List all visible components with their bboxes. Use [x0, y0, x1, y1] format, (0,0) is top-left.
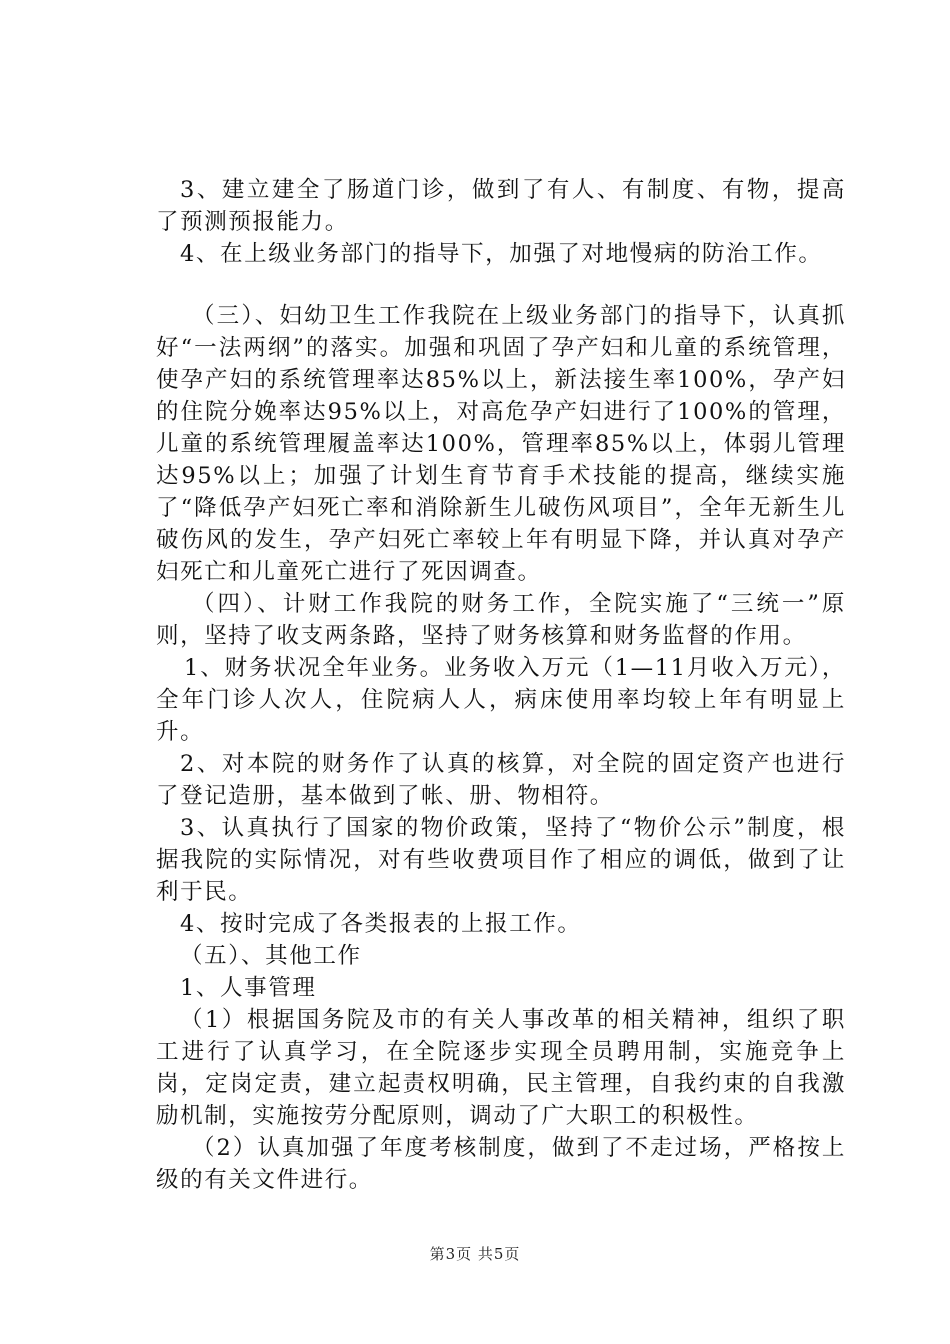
page-footer: 第3页 共5页: [429, 1245, 521, 1263]
paragraph-intestinal-clinic: 3、建立建全了肠道门诊，做到了有人、有制度、有物，提高了预测预报能力。: [156, 177, 846, 235]
heading-other-work: （五）、其他工作: [180, 943, 362, 969]
paragraph-chronic-disease: 4、在上级业务部门的指导下，加强了对地慢病的防治工作。: [180, 241, 823, 267]
document-body: [156, 174, 846, 1196]
paragraph-reports: 4、按时完成了各类报表的上报工作。: [180, 911, 582, 937]
paragraph-accounting: 2、对本院的财务作了认真的核算，对全院的固定资产也进行了登记造册，基本做到了帐、册、物相符。: [156, 751, 846, 809]
paragraph-personnel-reform: （1）根据国务院及市的有关人事改革的相关精神，组织了职工进行了认真学习，在全院逐步实现全员聘用制，实施竞争上岗，定岗定责，建立起责权明确，民主管理，自我约束的自我激励机制，实施按劳分配原则，调动了广大职工的积极性。: [156, 1007, 846, 1129]
paragraph-price-policy: 3、认真执行了国家的物价政策，坚持了“物价公示”制度，根据我院的实际情况，对有些收费项目作了相应的调低，做到了让利于民。: [156, 815, 846, 905]
paragraph-maternal-child-health: （三）、妇幼卫生工作我院在上级业务部门的指导下，认真抓好“一法两纲”的落实。加强和巩固了孕产妇和儿童的系统管理，使孕产妇的系统管理率达85%以上，新法接生率100%，孕产妇的住院分娩率达95%以上，对高危孕产妇进行了100%的管理，儿童的系统管理履盖率达100%，管理率85%以上，体弱儿管理达95%以上；加强了计划生育节育手术技能的提高，继续实施了“降低孕产妇死亡率和消除新生儿破伤风项目”，全年无新生儿破伤风的发生，孕产妇死亡率较上年有明显下降，并认真对孕产妇死亡和儿童死亡进行了死因调查。: [156, 303, 846, 585]
heading-personnel-management: 1、人事管理: [180, 975, 317, 1001]
paragraph-financial-status: 1、财务状况全年业务。业务收入万元（1—11月收入万元），全年门诊人次人，住院病人人，病床使用率均较上年有明显上升。: [156, 655, 846, 745]
paragraph-annual-assessment: （2）认真加强了年度考核制度，做到了不走过场，严格按上级的有关文件进行。: [156, 1135, 846, 1193]
paragraph-finance-work: （四）、计财工作我院的财务工作，全院实施了“三统一”原则，坚持了收支两条路，坚持了财务核算和财务监督的作用。: [156, 591, 846, 649]
paragraph-spacer: [156, 270, 846, 300]
